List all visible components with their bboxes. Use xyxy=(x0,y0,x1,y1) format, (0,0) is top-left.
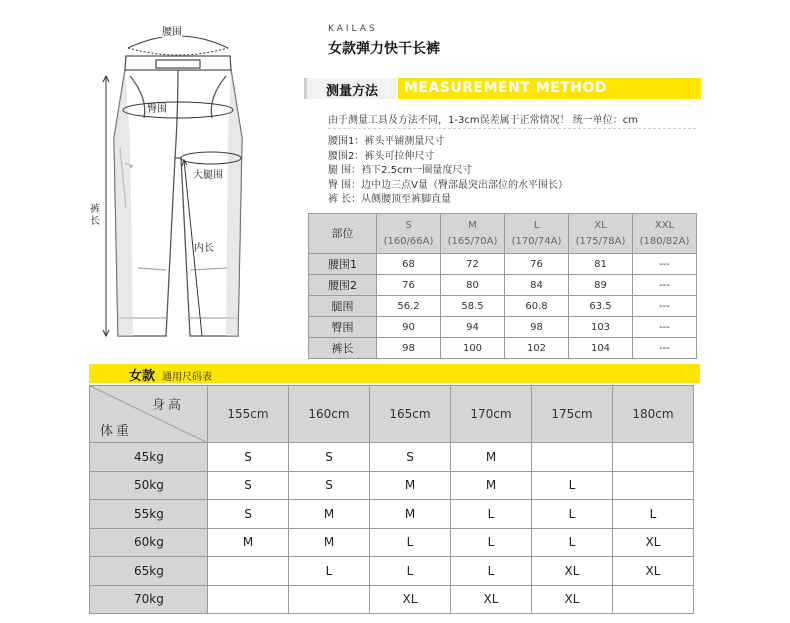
weight-label: 65kg xyxy=(90,557,208,586)
size-cell: L xyxy=(370,528,451,557)
size-cell: M xyxy=(451,443,532,472)
height-header: 175cm xyxy=(532,386,613,443)
length-label: 裤长 xyxy=(90,204,100,227)
size-header: XXL (180/82A) xyxy=(633,214,697,254)
size-header: S (160/66A) xyxy=(377,214,441,254)
height-header: 160cm xyxy=(289,386,370,443)
size-cell: M xyxy=(370,471,451,500)
measurement-value: 89 xyxy=(569,275,633,296)
size-header: M (165/70A) xyxy=(441,214,505,254)
size-cell: L xyxy=(451,500,532,529)
measurement-value: 56.2 xyxy=(377,296,441,317)
size-cell: XL xyxy=(613,557,694,586)
table-row xyxy=(309,317,697,338)
measurement-value: 100 xyxy=(441,338,505,359)
size-cell xyxy=(613,585,694,614)
measurement-value: 81 xyxy=(569,254,633,275)
measurement-value: 72 xyxy=(441,254,505,275)
table-row xyxy=(309,338,697,359)
size-cell xyxy=(613,471,694,500)
pants-illustration xyxy=(78,18,278,348)
measurement-value: --- xyxy=(633,296,697,317)
table-header-row xyxy=(309,214,697,254)
hip-label: 臀围 xyxy=(147,104,167,115)
weight-label: 60kg xyxy=(90,528,208,557)
size-cell: XL xyxy=(370,585,451,614)
size-cell: S xyxy=(370,443,451,472)
size-cell: S xyxy=(289,471,370,500)
weight-label: 45kg xyxy=(90,443,208,472)
height-header: 170cm xyxy=(451,386,532,443)
size-cell: L xyxy=(289,557,370,586)
measurement-label: 腰围1 xyxy=(309,254,377,275)
table-row xyxy=(90,557,694,586)
definition-item: 裤 长：从侧腰顶至裤脚直量 xyxy=(328,194,452,205)
measurement-value: --- xyxy=(633,275,697,296)
size-cell: XL xyxy=(451,585,532,614)
weight-label: 55kg xyxy=(90,500,208,529)
size-cell: XL xyxy=(532,585,613,614)
weight-label: 50kg xyxy=(90,471,208,500)
measurement-value: 102 xyxy=(505,338,569,359)
measurement-value: 90 xyxy=(377,317,441,338)
size-cell: L xyxy=(451,557,532,586)
measurement-value: 84 xyxy=(505,275,569,296)
table-row xyxy=(90,471,694,500)
size-cell: L xyxy=(532,471,613,500)
height-header: 180cm xyxy=(613,386,694,443)
measurement-definitions xyxy=(328,135,568,208)
size-cell: L xyxy=(370,557,451,586)
table-row xyxy=(309,275,697,296)
table-row xyxy=(90,443,694,472)
size-cell xyxy=(289,585,370,614)
height-header: 165cm xyxy=(370,386,451,443)
table-row xyxy=(90,528,694,557)
definition-item: 腰围2：裤头可拉伸尺寸 xyxy=(328,150,435,162)
height-axis-label: 身高 xyxy=(152,398,185,413)
measurement-value: 68 xyxy=(377,254,441,275)
measurement-label: 臀围 xyxy=(309,317,377,338)
measurement-value: 94 xyxy=(441,317,505,338)
inseam-label: 内长 xyxy=(194,243,214,254)
measurement-value: 76 xyxy=(505,254,569,275)
size-cell xyxy=(208,557,289,586)
measurement-value: 80 xyxy=(441,275,505,296)
weight-label: 70kg xyxy=(90,585,208,614)
measurement-label: 腿围 xyxy=(309,296,377,317)
size-cell xyxy=(532,443,613,472)
height-header: 155cm xyxy=(208,386,289,443)
measurement-value: 60.8 xyxy=(505,296,569,317)
size-cell: L xyxy=(532,528,613,557)
table-row xyxy=(309,296,697,317)
general-size-chart xyxy=(89,385,694,614)
measurement-value: 98 xyxy=(377,338,441,359)
size-cell: M xyxy=(451,471,532,500)
size-cell: M xyxy=(208,528,289,557)
definition-item: 腰围1：裤头平铺测量尺寸 xyxy=(328,136,445,147)
measurement-value: 76 xyxy=(377,275,441,296)
measurement-value: --- xyxy=(633,317,697,338)
weight-axis-label: 体重 xyxy=(100,424,133,439)
corner-header xyxy=(90,386,208,443)
chart-title-zh: 女款 xyxy=(129,369,156,384)
size-cell: M xyxy=(289,528,370,557)
measurement-value: --- xyxy=(633,338,697,359)
pants-diagram xyxy=(78,18,278,348)
measurement-label: 裤长 xyxy=(309,338,377,359)
measurement-value: 63.5 xyxy=(569,296,633,317)
method-title-zh: 测量方法 xyxy=(326,84,379,99)
size-chart-heading xyxy=(89,364,700,383)
size-cell xyxy=(208,585,289,614)
divider xyxy=(328,128,696,129)
part-header: 部位 xyxy=(309,214,377,254)
size-header: L (170/74A) xyxy=(505,214,569,254)
chart-title-sub: 通用尺码表 xyxy=(162,372,212,383)
size-cell: S xyxy=(208,500,289,529)
size-cell: L xyxy=(451,528,532,557)
waist-label: 腰围 xyxy=(162,27,182,38)
method-title-en: MEASUREMENT METHOD xyxy=(404,80,608,96)
size-cell: L xyxy=(613,500,694,529)
table-row xyxy=(90,585,694,614)
size-cell: XL xyxy=(532,557,613,586)
measurement-method-heading xyxy=(304,78,701,99)
size-header: XL (175/78A) xyxy=(569,214,633,254)
table-row xyxy=(90,500,694,529)
measurement-value: 103 xyxy=(569,317,633,338)
size-cell: S xyxy=(208,471,289,500)
definition-item: 臀 围：边中边三点V量（臀部最突出部位的水平围长） xyxy=(328,179,569,191)
table-row xyxy=(309,254,697,275)
size-measurement-table xyxy=(308,213,697,359)
thigh-label: 大腿围 xyxy=(193,170,223,181)
measurement-value: 98 xyxy=(505,317,569,338)
size-cell: S xyxy=(289,443,370,472)
measurement-note: 由于测量工具及方法不同，1-3cm误差属于正常情况！ 统一单位：cm xyxy=(328,115,638,126)
size-cell: M xyxy=(289,500,370,529)
measurement-label: 腰围2 xyxy=(309,275,377,296)
product-title: 女款弹力快干长裤 xyxy=(328,41,440,57)
size-cell: L xyxy=(532,500,613,529)
measurement-value: 58.5 xyxy=(441,296,505,317)
measurement-value: 104 xyxy=(569,338,633,359)
size-cell: S xyxy=(208,443,289,472)
brand-name: KAILAS xyxy=(328,24,378,34)
size-cell: XL xyxy=(613,528,694,557)
size-cell xyxy=(613,443,694,472)
table-header-row xyxy=(90,386,694,443)
measurement-value: --- xyxy=(633,254,697,275)
definition-item: 腿 围：裆下2.5cm一圈量度尺寸 xyxy=(328,165,473,176)
size-cell: M xyxy=(370,500,451,529)
